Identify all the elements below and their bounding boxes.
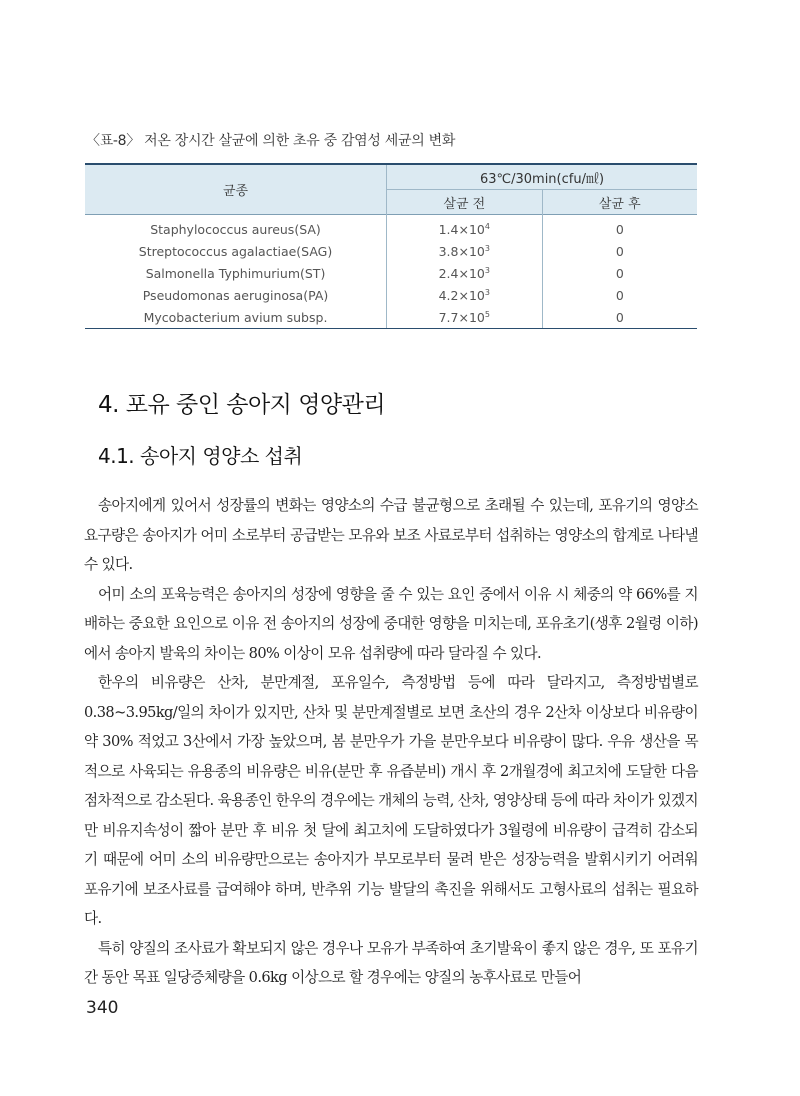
paragraph: 한우의 비유량은 산차, 분만계절, 포유일수, 측정방법 등에 따라 달라지고, 측정방법별로 0.38~3.95kg/일의 차이가 있지만, 산차 및 분만계절별로 보면 초산의 경우 2산차 이상보다 비유량이 약 30% 적었고 3산에서 가장 높았으며, 봄 분만우가 가을 분만우보다 비유량이 많다. 우유 생산을 목적으로 사육되는 유용종의 비유량은 비유(분만 후 유즙분비) 개시 후 2개월경에 최고치에 도달한 다음 점차적으로 감소된다. 육용종인 한우의 경우에는 개체의 능력, 산차, 영양상태 등에 따라 차이가 있겠지만 비유지속성이 짧아 분만 후 비유 첫 달에 최고치에 도달하였다가 3월령에 비유량이 급격히 감소되기 때문에 어미 소의 비유량만으로는 송아지가 부모로부터 물려 받은 성장능력을 발휘시키기 어려워 포유기에 보조사료를 급여해야 하며, 반추위 기능 발달의 촉진을 위해서도 고형사료의 섭취는 필요하다. <box>84 674 698 927</box>
count-after: 0 <box>542 262 697 284</box>
bacteria-name: Pseudomonas aeruginosa(PA) <box>142 287 329 303</box>
count-after: 0 <box>542 240 697 262</box>
table-row <box>85 240 697 262</box>
subsection-title: 4.1. 송아지 영양소 섭취 <box>98 444 303 468</box>
section-title: 4. 포유 중인 송아지 영양관리 <box>98 392 386 418</box>
count-before: $1.4\times 10^4$ <box>387 215 543 241</box>
count-before: $4.2\times 10^3$ <box>387 284 543 306</box>
bacteria-name: Staphylococcus aureus(SA) <box>85 215 387 241</box>
count-after: 0 <box>542 306 697 329</box>
table-row <box>85 284 697 306</box>
paragraph: 송아지에게 있어서 성장률의 변화는 영양소의 수급 불균형으로 초래될 수 있는데, 포유기의 영양소 요구량은 송아지가 어미 소로부터 공급받는 모유와 보조 사료로부터 섭취하는 영양소의 합계로 나타낼 수 있다. <box>84 497 698 573</box>
table-row <box>85 306 697 329</box>
count-after: 0 <box>542 215 697 241</box>
count-before: $2.4\times 10^3$ <box>387 262 543 284</box>
count-before: $7.7\times 10^5$ <box>387 306 543 329</box>
count-after: 0 <box>542 284 697 306</box>
bacteria-name: Mycobacterium avium subsp. <box>85 306 387 329</box>
bacteria-name: Streptococcus agalactiae(SAG) <box>138 243 333 259</box>
header-after: 살균 후 <box>542 190 697 215</box>
header-before: 살균 전 <box>387 190 543 215</box>
header-bacteria: 균종 <box>85 164 387 215</box>
bacteria-name: Salmonella Typhimurium(ST) <box>145 265 326 281</box>
table-row <box>85 215 697 241</box>
page-number: 340 <box>86 998 119 1018</box>
paragraph: 어미 소의 포육능력은 송아지의 성장에 영향을 줄 수 있는 요인 중에서 이유 시 체중의 약 66%를 지배하는 중요한 요인으로 이유 전 송아지의 성장에 중대한 영향을 미치는데, 포유초기(생후 2월령 이하)에서 송아지 발육의 차이는 80% 이상이 모유 섭취량에 따라 달라질 수 있다. <box>84 585 698 662</box>
header-condition: 63℃/30min(cfu/㎖) <box>387 164 697 190</box>
bacteria-table <box>85 163 697 329</box>
table-row <box>85 262 697 284</box>
count-before: $3.8\times 10^3$ <box>387 240 543 262</box>
paragraph: 특히 양질의 조사료가 확보되지 않은 경우나 모유가 부족하여 초기발육이 좋지 않은 경우, 또 포유기간 동안 목표 일당증체량을 0.6kg 이상으로 할 경우에는 양질의 농후사료로 만들어 <box>84 939 698 986</box>
table-caption: 〈표-8〉 저온 장시간 살균에 의한 초유 중 감염성 세균의 변화 <box>86 133 456 149</box>
body-text <box>84 491 698 993</box>
